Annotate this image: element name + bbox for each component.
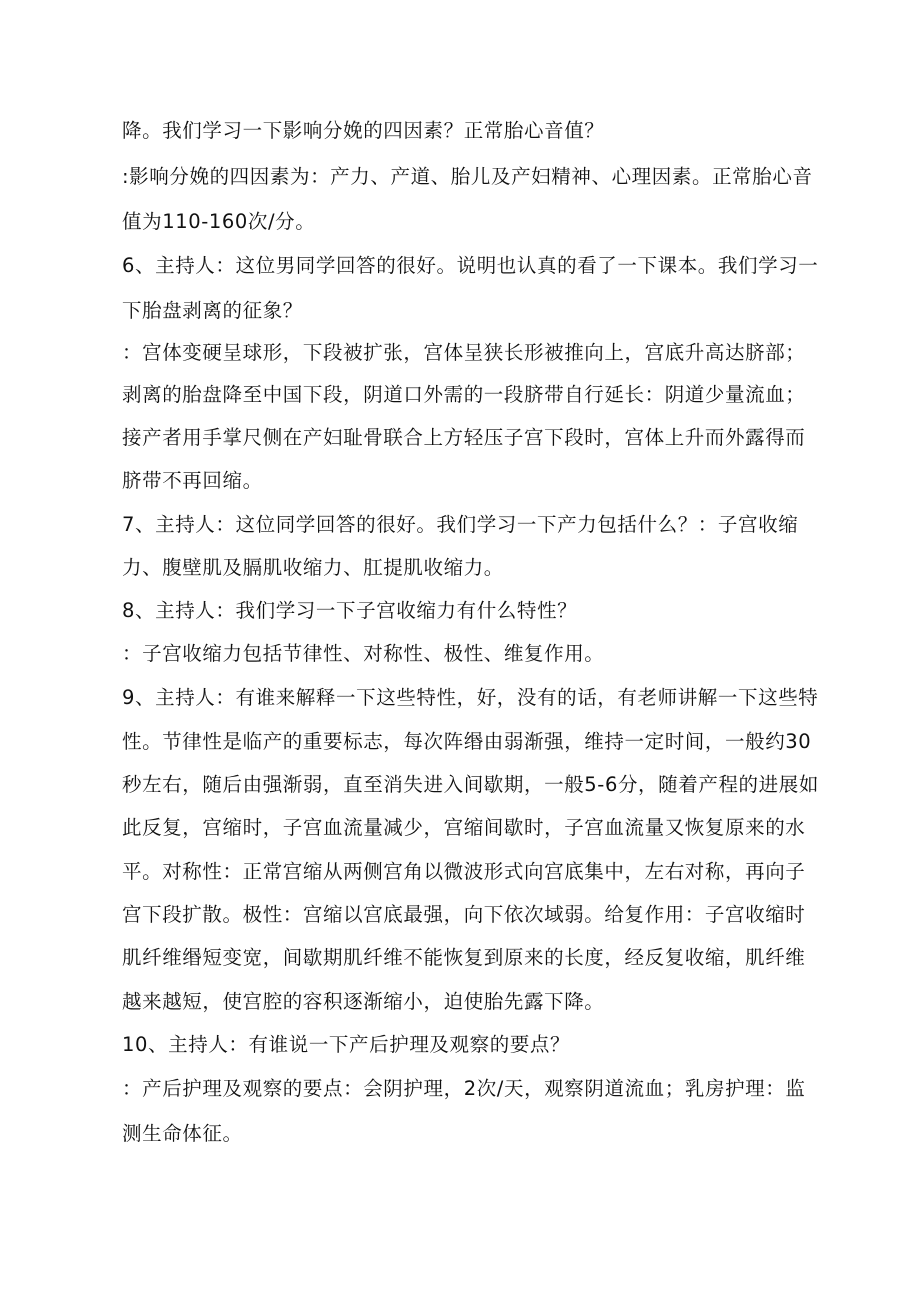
- text-line: 7、主持人：这位同学回答的很好。我们学习一下产力包括什么？：子宫收缩: [122, 513, 799, 536]
- text-line: 值为110-160次/分。: [122, 210, 316, 233]
- text-line: :影响分娩的四因素为：产力、产道、胎儿及产妇精神、心理因素。正常胎心音: [122, 165, 813, 188]
- text-line: ：产后护理及观察的要点：会阴护理，2次/天，观察阴道流血；乳房护理：监: [122, 1077, 806, 1100]
- text-line: 下胎盘剥离的征象？: [122, 299, 303, 322]
- text-line: 越来越短，使宫腔的容积逐渐缩小，迫使胎先露下降。: [122, 990, 605, 1013]
- text-line: 6、主持人：这位男同学回答的很好。说明也认真的看了一下课本。我们学习一: [122, 254, 819, 277]
- text-line: 脐带不再回缩。: [122, 469, 263, 492]
- text-line: 降。我们学习一下影响分娩的四因素？正常胎心音值？: [122, 119, 605, 142]
- text-line: 8、主持人：我们学习一下子宫收缩力有什么特性？: [122, 599, 578, 622]
- text-line: ：子宫收缩力包括节律性、对称性、极性、维复作用。: [122, 642, 605, 665]
- text-line: 此反复，宫缩时，子宫血流量减少，宫缩间歇时，子宫血流量又恢复原来的水: [122, 816, 806, 839]
- text-line: ：宫体变硬呈球形，下段被扩张，宫体呈狭长形被推向上，宫底升高达脐部；: [122, 341, 806, 364]
- text-line: 剥离的胎盘降至中国下段，阴道口外需的一段脐带自行延长：阴道少量流血；: [122, 383, 806, 406]
- text-line: 接产者用手掌尺侧在产妇耻骨联合上方轻压子宫下段时，宫体上升而外露得而: [122, 426, 806, 449]
- text-line: 力、腹壁肌及膈肌收缩力、肛提肌收缩力。: [122, 556, 504, 579]
- text-line: 10、主持人：有谁说一下产后护理及观察的要点？: [122, 1033, 571, 1056]
- text-line: 秒左右，随后由强渐弱，直至消失进入间歇期，一般5-6分，随着产程的进展如: [122, 773, 819, 796]
- text-line: 肌纤维缗短变宽，间歇期肌纤维不能恢复到原来的长度，经反复收缩，肌纤维: [122, 946, 806, 969]
- text-line: 宫下段扩散。极性：宫缩以宫底最强，向下依次域弱。给复作用：子宫收缩时: [122, 903, 806, 926]
- text-line: 9、主持人：有谁来解释一下这些特性，好，没有的话，有老师讲解一下这些特: [122, 686, 819, 709]
- text-line: 测生命体征。: [122, 1122, 243, 1145]
- text-line: 平。对称性：正常宫缩从两侧宫角以微波形式向宫底集中，左右对称，再向子: [122, 860, 806, 883]
- text-line: 性。节律性是临产的重要标志，每次阵缗由弱渐强，维持一定时间，一般约30: [122, 730, 812, 753]
